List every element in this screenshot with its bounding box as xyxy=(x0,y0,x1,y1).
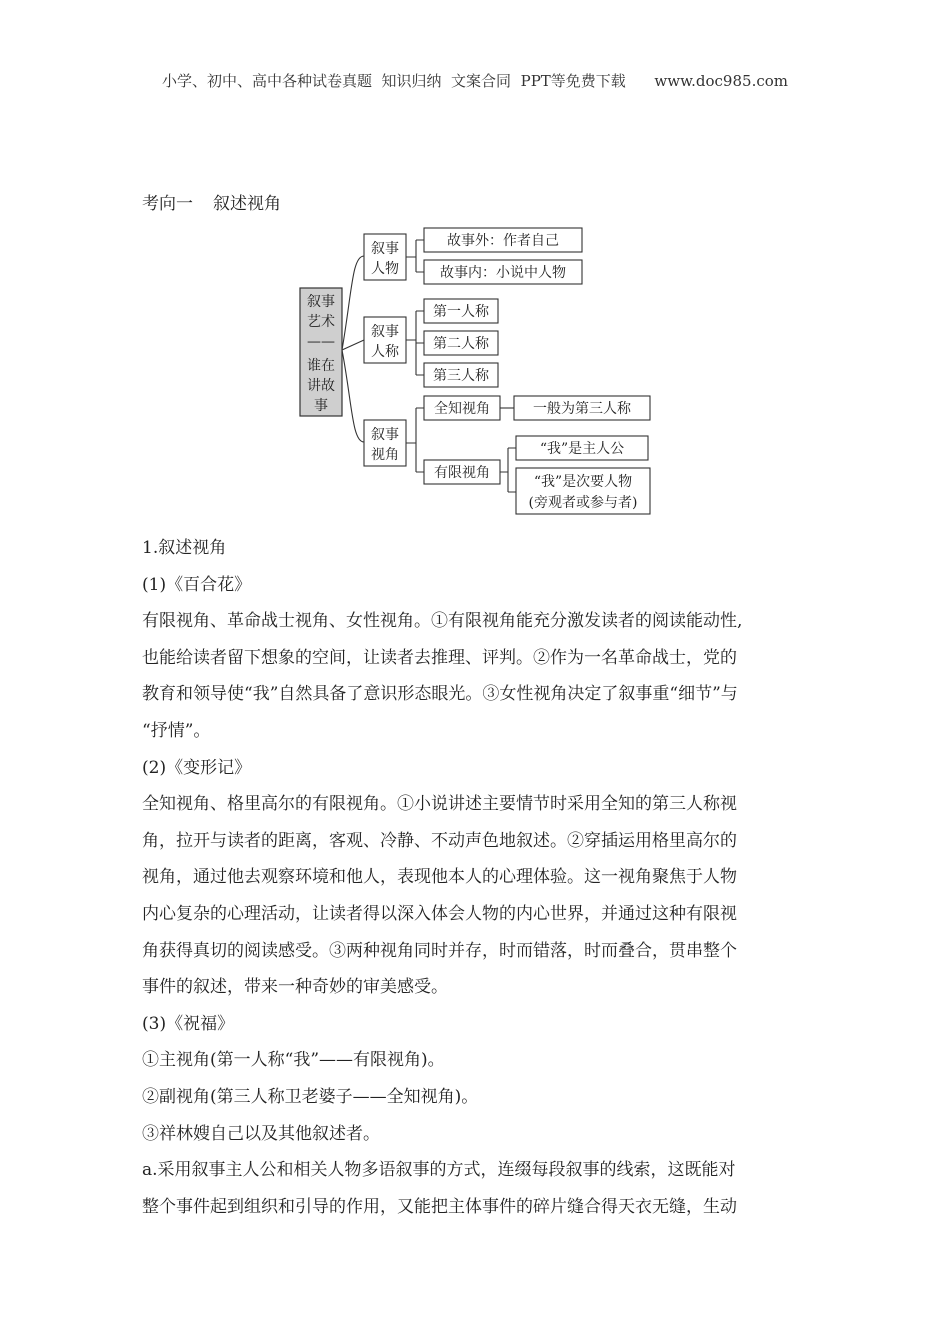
branch-narrator-line-1: 叙事 xyxy=(371,241,399,257)
branch-viewpoint-line-2: 视角 xyxy=(371,447,399,463)
root-line-6: 事 xyxy=(314,398,328,414)
omniscient-text: 全知视角 xyxy=(434,401,490,417)
text-line: 角，拉开与读者的距离，客观、冷静、不动声色地叙述。②穿插运用格里高尔的 xyxy=(142,830,737,851)
text-line: (2)《变形记》 xyxy=(142,757,252,778)
text-line: 全知视角、格里高尔的有限视角。①小说讲述主要情节时采用全知的第三人称视 xyxy=(142,794,737,815)
narrative-diagram xyxy=(290,222,670,522)
root-line-5: 讲故 xyxy=(307,378,335,394)
text-line: 视角，通过他去观察环境和他人，表现他本人的心理体验。这一视角聚焦于人物 xyxy=(142,867,737,888)
section-heading: 叙述视角 xyxy=(213,194,281,214)
root-line-2: 艺术 xyxy=(307,314,335,330)
text-line: 1.叙述视角 xyxy=(142,538,227,558)
text-line: 内心复杂的心理活动，让读者得以深入体会人物的内心世界，并通过这种有限视 xyxy=(142,903,737,924)
body-content xyxy=(142,530,814,1225)
text-line: (3)《祝福》 xyxy=(142,1013,235,1034)
b2-item-first-text: 第一人称 xyxy=(433,304,489,320)
limited-text: 有限视角 xyxy=(434,465,490,481)
text-line: a.采用叙事主人公和相关人物多语叙事的方式，连缀每段叙事的线索，这既能对 xyxy=(142,1160,736,1181)
text-line: 整个事件起到组织和引导的作用，又能把主体事件的碎片缝合得天衣无缝，生动 xyxy=(142,1196,737,1217)
branch-viewpoint-line-1: 叙事 xyxy=(371,427,399,443)
text-line: ③祥林嫂自己以及其他叙述者。 xyxy=(142,1123,380,1144)
root-line-1: 叙事 xyxy=(307,294,335,310)
b1-item-inside-text: 故事内：小说中人物 xyxy=(440,265,566,281)
text-line: 也能给读者留下想象的空间，让读者去推理、评判。②作为一名革命战士，党的 xyxy=(142,647,737,668)
branch-person-line-1: 叙事 xyxy=(371,324,399,340)
text-line: (1)《百合花》 xyxy=(142,574,252,595)
b2-item-third-text: 第三人称 xyxy=(433,368,489,384)
text-line: “抒情”。 xyxy=(142,720,211,741)
text-line: 有限视角、革命战士视角、女性视角。①有限视角能充分激发读者的阅读能动性, xyxy=(142,611,743,632)
text-line: 角获得真切的阅读感受。③两种视角同时并存，时而错落，时而叠合，贯串整个 xyxy=(142,940,737,961)
text-line: 教育和领导使“我”自然具备了意识形态眼光。③女性视角决定了叙事重“细节”与 xyxy=(142,684,738,705)
branch-narrator-line-2: 人物 xyxy=(371,261,399,277)
text-line: ②副视角(第三人称卫老婆子——全知视角)。 xyxy=(142,1086,479,1107)
b1-item-outside-text: 故事外：作者自己 xyxy=(447,233,559,249)
limited-a-text: “我”是主人公 xyxy=(539,441,625,457)
omniscient-note-text: 一般为第三人称 xyxy=(533,401,631,417)
root-line-3: —— xyxy=(307,334,335,350)
limited-b-line-1: “我”是次要人物 xyxy=(533,474,633,490)
section-title xyxy=(142,189,281,214)
b2-item-second-text: 第二人称 xyxy=(433,336,489,352)
text-line: 事件的叙述，带来一种奇妙的审美感受。 xyxy=(142,977,448,998)
root-line-4: 谁在 xyxy=(307,358,335,374)
page-header: 小学、初中、高中各种试卷真题 知识归纳 文案合同 PPT等免费下载 www.doc985.com xyxy=(161,72,788,90)
branch-person-line-2: 人称 xyxy=(371,344,399,360)
text-line: ①主视角(第一人称“我”——有限视角)。 xyxy=(142,1050,445,1071)
limited-b-line-2: (旁观者或参与者) xyxy=(528,495,638,511)
section-label: 考向一 xyxy=(142,194,193,214)
